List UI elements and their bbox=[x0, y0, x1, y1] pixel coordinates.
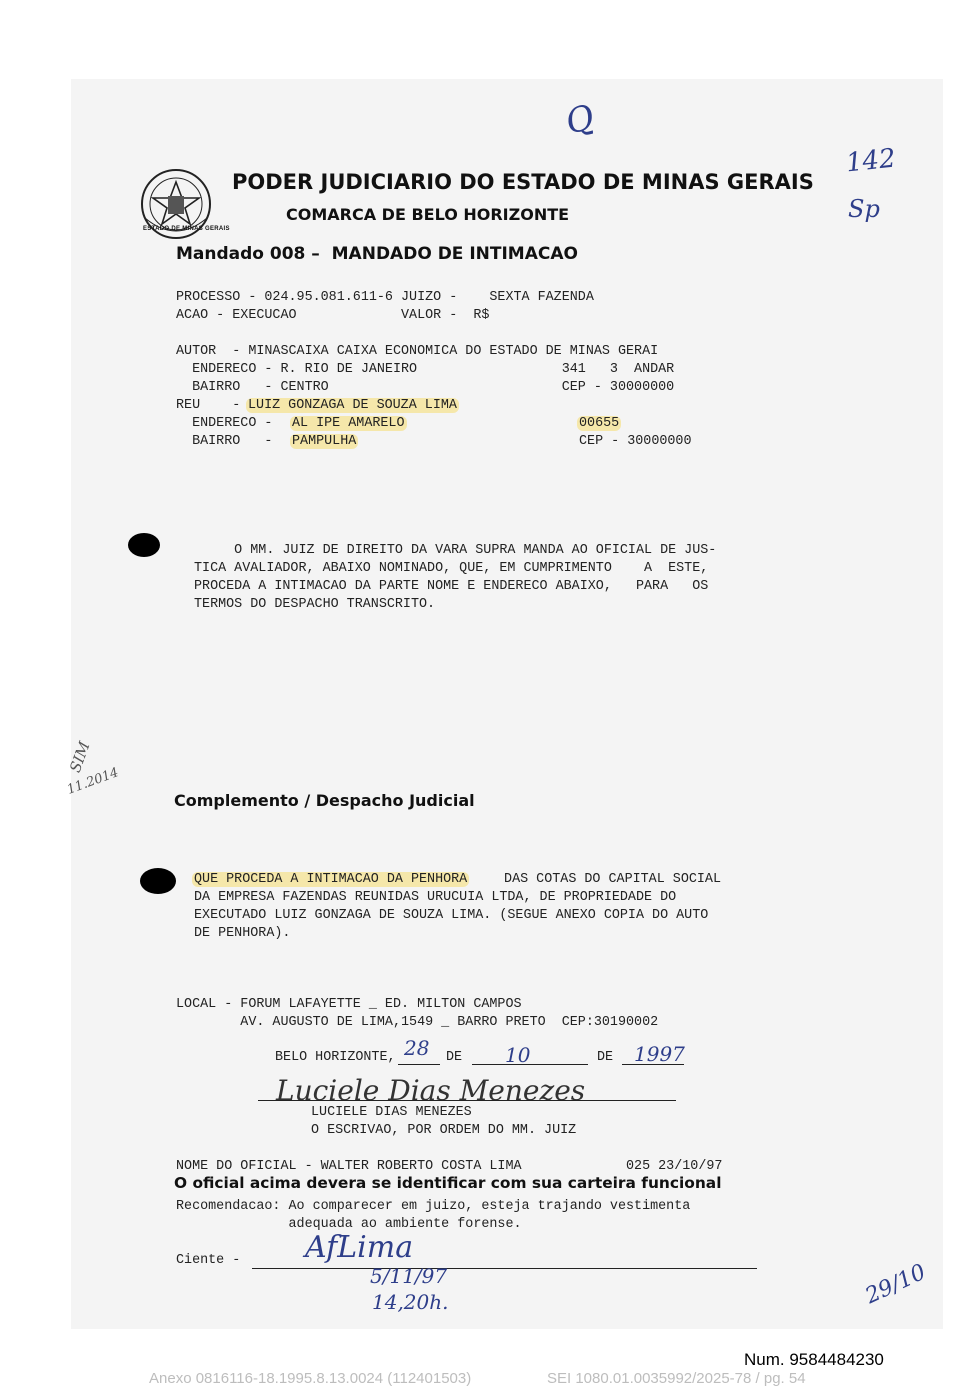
court-title: PODER JUDICIARIO DO ESTADO DE MINAS GERAIS bbox=[232, 170, 814, 194]
document-number: Num. 9584484230 bbox=[744, 1350, 884, 1369]
reu-name: LUIZ GONZAGA DE SOUZA LIMA bbox=[248, 398, 457, 413]
date-city: BELO HORIZONTE, bbox=[275, 1050, 396, 1065]
autor-district: BAIRRO - CENTRO CEP - 30000000 bbox=[176, 380, 675, 395]
recomendacao-line: adequada ao ambiente forense. bbox=[176, 1217, 522, 1232]
document-title: Mandado 008 – MANDADO DE INTIMACAO bbox=[176, 244, 578, 264]
local-address: AV. AUGUSTO DE LIMA,1549 _ BARRO PRETO CEP:30190002 bbox=[176, 1015, 659, 1030]
date-month-underline bbox=[472, 1064, 588, 1065]
date-month: 10 bbox=[505, 1043, 531, 1067]
complemento-heading: Complemento / Despacho Judicial bbox=[174, 791, 475, 810]
date-day: 28 bbox=[404, 1036, 430, 1060]
reu-cep: CEP - 30000000 bbox=[579, 434, 692, 449]
autor-address: ENDERECO - R. RIO DE JANEIRO 341 3 ANDAR bbox=[176, 362, 675, 377]
complemento-line: DA EMPRESA FAZENDAS REUNIDAS URUCUIA LTDA, DE PROPRIEDADE DO bbox=[194, 890, 677, 905]
action-line: ACAO - EXECUCAO VALOR - R$ bbox=[176, 308, 490, 323]
comarca-title: COMARCA DE BELO HORIZONTE bbox=[286, 205, 570, 224]
reu-number: 00655 bbox=[579, 416, 620, 431]
recomendacao-line: Recomendacao: Ao comparecer em juizo, esteja trajando vestimenta bbox=[176, 1199, 691, 1214]
order-paragraph-line: TERMOS DO DESPACHO TRANSCRITO. bbox=[194, 597, 436, 612]
reu-address: AL IPE AMARELO bbox=[292, 416, 405, 431]
autor-line: AUTOR - MINASCAIXA CAIXA ECONOMICA DO ESTADO DE MINAS GERAI bbox=[176, 344, 659, 359]
date-day-underline bbox=[398, 1064, 440, 1065]
order-paragraph-line: PROCEDA A INTIMACAO DA PARTE NOME E ENDERECO ABAIXO, PARA OS bbox=[194, 579, 709, 594]
escrivao-signature: Luciele Dias Menezes bbox=[276, 1074, 586, 1107]
ciente-time: 14,20h. bbox=[372, 1290, 449, 1314]
date-de: DE bbox=[446, 1050, 463, 1065]
handwritten-page-number: 142 bbox=[844, 143, 898, 179]
reu-address-label: ENDERECO - bbox=[176, 416, 273, 431]
signatory-role: O ESCRIVAO, POR ORDEM DO MM. JUIZ bbox=[311, 1123, 577, 1138]
seal-text: ESTADO DE MINAS GERAIS bbox=[143, 226, 230, 232]
ink-blot bbox=[128, 533, 160, 557]
coat-of-arms-seal bbox=[135, 168, 217, 244]
date-year: 1997 bbox=[634, 1042, 685, 1066]
anexo-footer: Anexo 0816116-18.1995.8.13.0024 (112401503) bbox=[149, 1370, 472, 1387]
ciente-date: 5/11/97 bbox=[370, 1264, 448, 1288]
complemento-line: DE PENHORA). bbox=[194, 926, 291, 941]
ink-blot bbox=[140, 868, 176, 894]
complemento-highlight: QUE PROCEDA A INTIMACAO DA PENHORA bbox=[194, 872, 468, 887]
ciente-line bbox=[252, 1268, 757, 1269]
oficial-line: NOME DO OFICIAL - WALTER ROBERTO COSTA LIMA 025 23/10/97 bbox=[176, 1159, 723, 1174]
signatory-name: LUCIELE DIAS MENEZES bbox=[311, 1105, 472, 1120]
margin-note: SIM bbox=[65, 739, 94, 775]
local-line: LOCAL - FORUM LAFAYETTE _ ED. MILTON CAMPOS bbox=[176, 997, 522, 1012]
bottom-right-note: 29/10 bbox=[861, 1259, 930, 1310]
ciente-label: Ciente - bbox=[176, 1253, 241, 1268]
oficial-warning: O oficial acima devera se identificar com sua carteira funcional bbox=[174, 1174, 722, 1192]
ciente-signature: AfLima bbox=[305, 1230, 414, 1265]
order-paragraph-line: O MM. JUIZ DE DIREITO DA VARA SUPRA MANDA AO OFICIAL DE JUS- bbox=[194, 543, 717, 558]
order-paragraph-line: TICA AVALIADOR, ABAIXO NOMINADO, QUE, EM CUMPRIMENTO A ESTE, bbox=[194, 561, 709, 576]
complemento-line: DAS COTAS DO CAPITAL SOCIAL bbox=[496, 872, 721, 887]
reu-district-label: BAIRRO - bbox=[176, 434, 273, 449]
document-sheet bbox=[71, 79, 943, 1329]
handwritten-page-initials: Sp bbox=[848, 195, 880, 223]
sei-footer: SEI 1080.01.0035992/2025-78 / pg. 54 bbox=[547, 1370, 806, 1387]
date-year-underline bbox=[622, 1064, 684, 1065]
date-de: DE bbox=[597, 1050, 614, 1065]
process-line: PROCESSO - 024.95.081.611-6 JUIZO - SEXTA FAZENDA bbox=[176, 290, 594, 305]
signature-line bbox=[258, 1100, 676, 1101]
reu-label: REU - bbox=[176, 398, 241, 413]
handwritten-top-mark: Q bbox=[561, 97, 599, 143]
complemento-line: EXECUTADO LUIZ GONZAGA DE SOUZA LIMA. (SEGUE ANEXO COPIA DO AUTO bbox=[194, 908, 709, 923]
margin-note: 11.2014 bbox=[65, 765, 121, 798]
reu-district: PAMPULHA bbox=[292, 434, 357, 449]
